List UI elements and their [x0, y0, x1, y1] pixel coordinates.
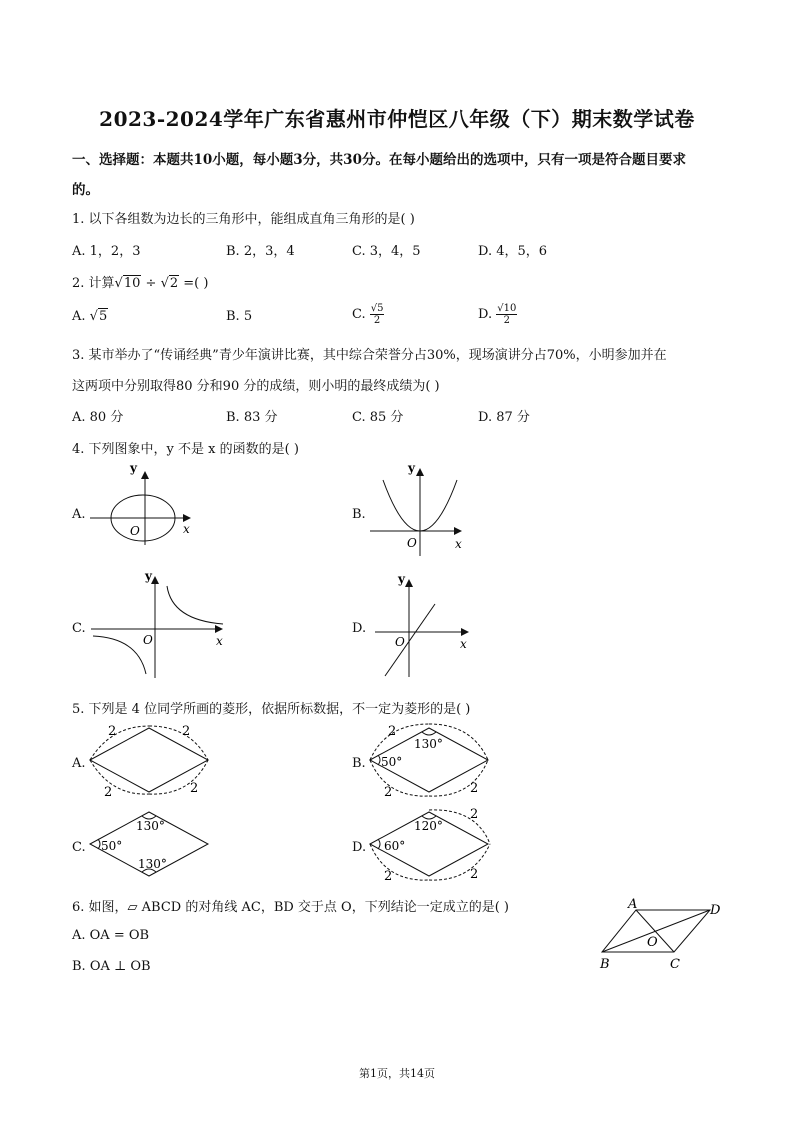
q5-b-side-4: 2	[470, 781, 479, 796]
q6-stem: 6. 如图，▱ ABCD 的对角线 AC，BD 交于点 O，下列结论一定成立的是( )	[72, 900, 509, 915]
q4-a-y-label: y	[130, 463, 137, 475]
q4-c-origin-label: O	[143, 633, 153, 647]
q3-option-c: C. 85 分	[352, 410, 404, 425]
q6-option-a: A. OA = OB	[72, 928, 150, 943]
q2-option-c-numerator: √5	[370, 303, 384, 314]
q5-c-angle-130-bottom: 130°	[138, 857, 167, 871]
q5-a-side-3: 2	[104, 785, 113, 800]
q4-graph-b	[365, 462, 475, 557]
q4-b-x-label: x	[455, 537, 462, 551]
q1-option-c: C. 3，4，5	[352, 244, 421, 259]
q4-a-origin-label: O	[130, 524, 140, 538]
q6-option-b: B. OA ⊥ OB	[72, 959, 151, 974]
q5-label-d: D.	[352, 840, 367, 855]
q3-stem-line1: 3. 某市举办了“传诵经典”青少年演讲比赛，其中综合荣誉分占30%，现场演讲分占70%，小明参加并在	[72, 348, 667, 363]
q5-rhombus-b	[366, 718, 496, 800]
q5-c-angle-50: 50°	[101, 839, 123, 853]
q2-option-d-denominator: 2	[503, 315, 510, 326]
section-heading-line1: 一、选择题：本题共10小题，每小题3分，共30分。在每小题给出的选项中，只有一项是符合题目要求	[72, 152, 686, 168]
page-title: 2023-2024学年广东省惠州市仲恺区八年级（下）期末数学试卷	[99, 107, 695, 131]
q2-radicand-1: 10	[123, 276, 141, 291]
q5-rhombus-a	[86, 718, 216, 800]
q2-option-b: B. 5	[226, 309, 253, 324]
q5-b-side-3: 2	[384, 785, 393, 800]
q3-stem-line2: 这两项中分别取得80 分和90 分的成绩，则小明的最终成绩为( )	[72, 379, 440, 394]
q2-option-a-radicand: 5	[98, 309, 108, 324]
q4-graph-a	[85, 463, 200, 548]
q6-point-b: B	[600, 957, 610, 972]
q4-label-a: A.	[72, 507, 86, 522]
q4-graph-c	[88, 568, 233, 680]
q5-label-c: C.	[72, 840, 86, 855]
q2-option-a-label: A.	[72, 309, 90, 324]
q2-divide: ÷	[141, 276, 161, 291]
section-heading-line2: 的。	[72, 182, 99, 198]
q5-d-side-3: 2	[384, 869, 393, 884]
q2-option-c-denominator: 2	[373, 315, 381, 326]
q5-b-side-1: 2	[388, 724, 397, 739]
q4-graph-d	[370, 572, 480, 680]
q4-label-c: C.	[72, 621, 86, 636]
q6-point-o: O	[647, 935, 658, 950]
q5-a-side-2: 2	[182, 724, 191, 739]
q2-option-c	[352, 303, 384, 326]
q5-d-side-4: 2	[470, 867, 479, 882]
q4-d-origin-label: O	[395, 635, 405, 649]
q2-option-d-label: D.	[478, 307, 497, 322]
q5-b-angle-50: 50°	[381, 755, 403, 769]
q3-option-a: A. 80 分	[72, 410, 124, 425]
q6-point-a: A	[628, 897, 638, 912]
q2-stem: 2. 计算√10 ÷ √2 =( )	[72, 276, 209, 291]
page-footer: 第1页，共14页	[359, 1067, 435, 1080]
q5-label-a: A.	[72, 756, 86, 771]
q1-option-b: B. 2，3，4	[226, 244, 295, 259]
q4-d-x-label: x	[460, 637, 467, 651]
q5-label-b: B.	[352, 756, 366, 771]
q1-option-d: D. 4，5，6	[478, 244, 548, 259]
q3-option-d: D. 87 分	[478, 410, 530, 425]
q5-d-angle-120: 120°	[414, 819, 443, 833]
q2-option-c-label: C.	[352, 307, 370, 322]
q5-rhombus-c	[86, 802, 216, 884]
q2-option-d-numerator: √10	[497, 303, 517, 314]
q5-a-side-1: 2	[108, 724, 117, 739]
q2-stem-prefix: 2. 计算	[72, 276, 115, 291]
q5-d-angle-60: 60°	[384, 839, 406, 853]
q2-stem-suffix: =( )	[179, 276, 209, 291]
q4-stem: 4. 下列图象中，y 不是 x 的函数的是( )	[72, 442, 299, 457]
q2-radicand-2: 2	[169, 276, 179, 291]
q4-label-d: D.	[352, 621, 367, 636]
q1-option-a: A. 1，2，3	[72, 244, 141, 259]
q4-c-y-label: y	[145, 569, 152, 583]
q4-d-y-label: y	[398, 572, 405, 586]
q1-stem: 1. 以下各组数为边长的三角形中，能组成直角三角形的是( )	[72, 212, 415, 227]
q4-label-b: B.	[352, 507, 366, 522]
q6-point-c: C	[670, 957, 680, 972]
q4-a-x-label: x	[183, 522, 190, 536]
q5-c-angle-130-top: 130°	[136, 819, 165, 833]
q3-option-b: B. 83 分	[226, 410, 278, 425]
q2-option-a: A. √5	[72, 309, 108, 324]
q6-point-d: D	[710, 903, 721, 918]
q5-b-angle-130: 130°	[414, 737, 443, 751]
q5-d-side-2: 2	[470, 807, 479, 822]
q5-rhombus-d	[366, 802, 498, 884]
q6-parallelogram-figure	[598, 896, 728, 976]
q4-b-y-label: y	[408, 462, 415, 475]
q5-stem: 5. 下列是 4 位同学所画的菱形，依据所标数据，不一定为菱形的是( )	[72, 702, 471, 717]
q4-b-origin-label: O	[407, 536, 417, 550]
q4-c-x-label: x	[216, 634, 223, 648]
q2-option-d	[478, 303, 517, 326]
q5-a-side-4: 2	[190, 781, 199, 796]
